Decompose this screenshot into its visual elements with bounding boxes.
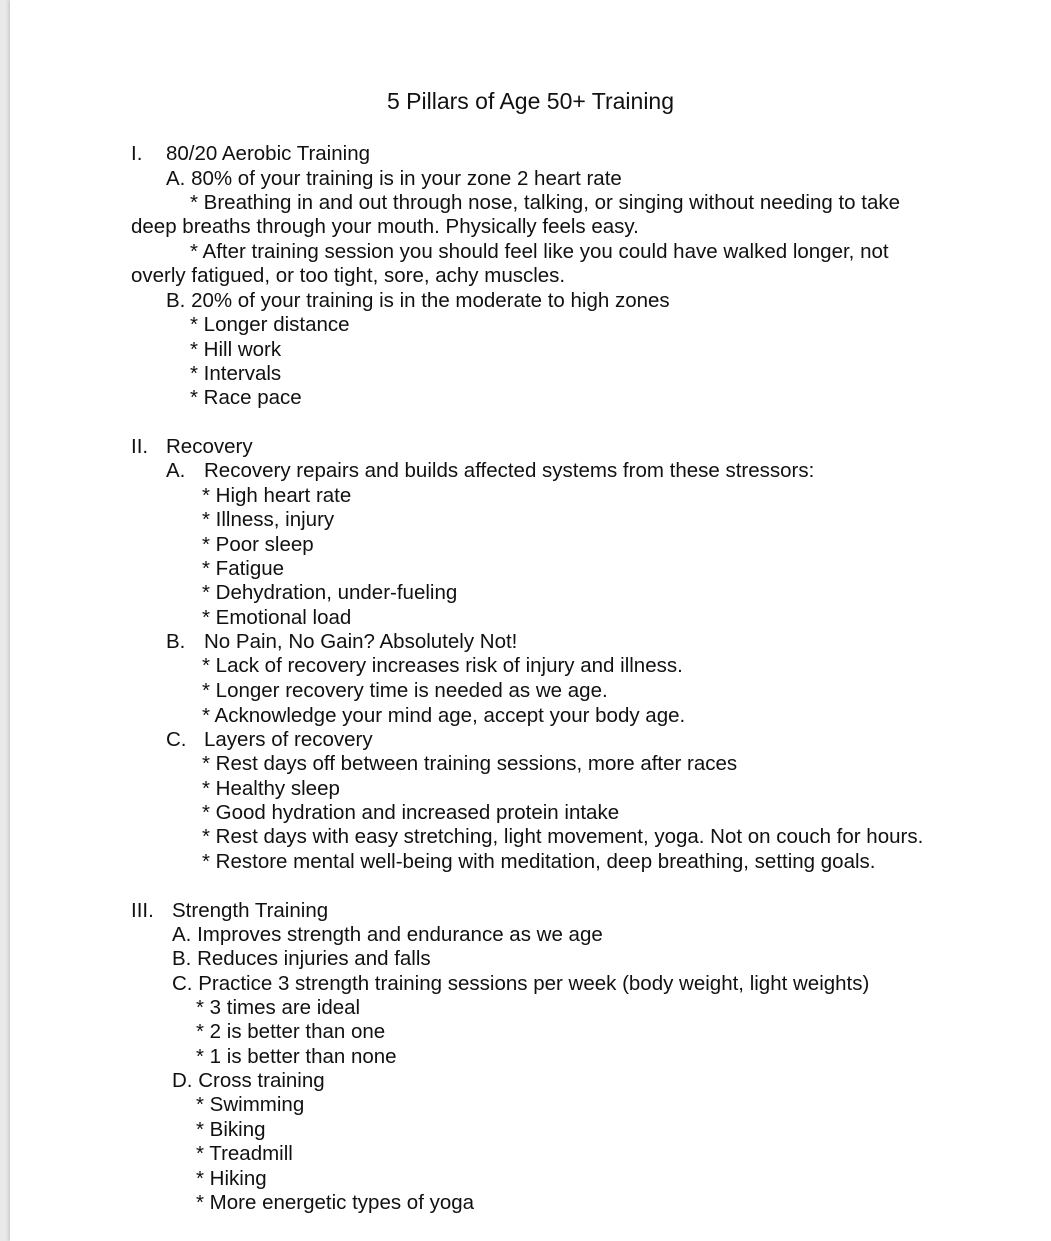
section-1-bullet-cont: deep breaths through your mouth. Physically feels easy. — [131, 215, 639, 238]
section-2-item-letter: B. — [166, 630, 186, 653]
section-2-bullet: * Rest days off between training sessions, more after races — [202, 752, 738, 775]
section-2-item-a: Recovery repairs and builds affected systems from these stressors: — [204, 459, 815, 482]
section-2-bullet: * Illness, injury — [202, 508, 335, 531]
section-3-bullet: * 3 times are ideal — [196, 996, 361, 1019]
section-3-heading: Strength Training — [172, 899, 329, 922]
section-1-bullet: * Hill work — [190, 338, 282, 361]
section-2-heading: Recovery — [166, 435, 253, 458]
section-2-bullet: * Healthy sleep — [202, 777, 340, 800]
section-3-bullet: * Biking — [196, 1118, 266, 1141]
section-2-bullet: * Rest days with easy stretching, light movement, yoga. Not on couch for hours. — [202, 825, 924, 848]
section-3-bullet: * Treadmill — [196, 1142, 293, 1165]
document-title: 5 Pillars of Age 50+ Training — [386, 88, 675, 114]
section-2-item-letter: A. — [166, 459, 186, 482]
section-1-bullet: * Race pace — [190, 386, 302, 409]
section-2-bullet: * Good hydration and increased protein intake — [202, 801, 620, 824]
section-1-item-b: B. 20% of your training is in the moderate to high zones — [166, 289, 670, 312]
section-3-numeral: III. — [131, 899, 154, 922]
section-2-bullet: * Fatigue — [202, 557, 285, 580]
section-3-bullet: * Swimming — [196, 1093, 305, 1116]
section-1-bullet: * Breathing in and out through nose, talking, or singing without needing to take — [190, 191, 901, 214]
section-3-item-a: A. Improves strength and endurance as we age — [172, 923, 603, 946]
section-2-bullet: * High heart rate — [202, 484, 352, 507]
section-1-bullet: * Intervals — [190, 362, 282, 385]
section-2-numeral: II. — [131, 435, 149, 458]
section-1-bullet: * After training session you should feel like you could have walked longer, not — [190, 240, 889, 263]
section-3-bullet: * More energetic types of yoga — [196, 1191, 475, 1214]
section-3-item-c: C. Practice 3 strength training sessions per week (body weight, light weights) — [172, 972, 870, 995]
section-3-bullet: * 1 is better than none — [196, 1045, 397, 1068]
section-1-item-a: A. 80% of your training is in your zone 2 heart rate — [166, 167, 622, 190]
section-2-bullet: * Lack of recovery increases risk of injury and illness. — [202, 654, 683, 677]
section-2-bullet: * Dehydration, under-fueling — [202, 581, 458, 604]
section-3-bullet: * 2 is better than one — [196, 1020, 386, 1043]
section-2-bullet: * Restore mental well-being with meditation, deep breathing, setting goals. — [202, 850, 876, 873]
section-1-bullet-cont: overly fatigued, or too tight, sore, achy muscles. — [131, 264, 566, 287]
section-3-item-b: B. Reduces injuries and falls — [172, 947, 431, 970]
section-2-bullet: * Emotional load — [202, 606, 352, 629]
section-2-bullet: * Longer recovery time is needed as we age. — [202, 679, 608, 702]
section-2-bullet: * Poor sleep — [202, 533, 314, 556]
section-3-bullet: * Hiking — [196, 1167, 267, 1190]
section-3-item-d: D. Cross training — [172, 1069, 325, 1092]
section-1-heading: 80/20 Aerobic Training — [166, 142, 370, 165]
section-2-item-letter: C. — [166, 728, 187, 751]
section-1-bullet: * Longer distance — [190, 313, 350, 336]
section-2-bullet: * Acknowledge your mind age, accept your body age. — [202, 704, 686, 727]
section-2-item-c: Layers of recovery — [204, 728, 373, 751]
section-1-numeral: I. — [131, 142, 143, 165]
section-2-item-b: No Pain, No Gain? Absolutely Not! — [204, 630, 518, 653]
